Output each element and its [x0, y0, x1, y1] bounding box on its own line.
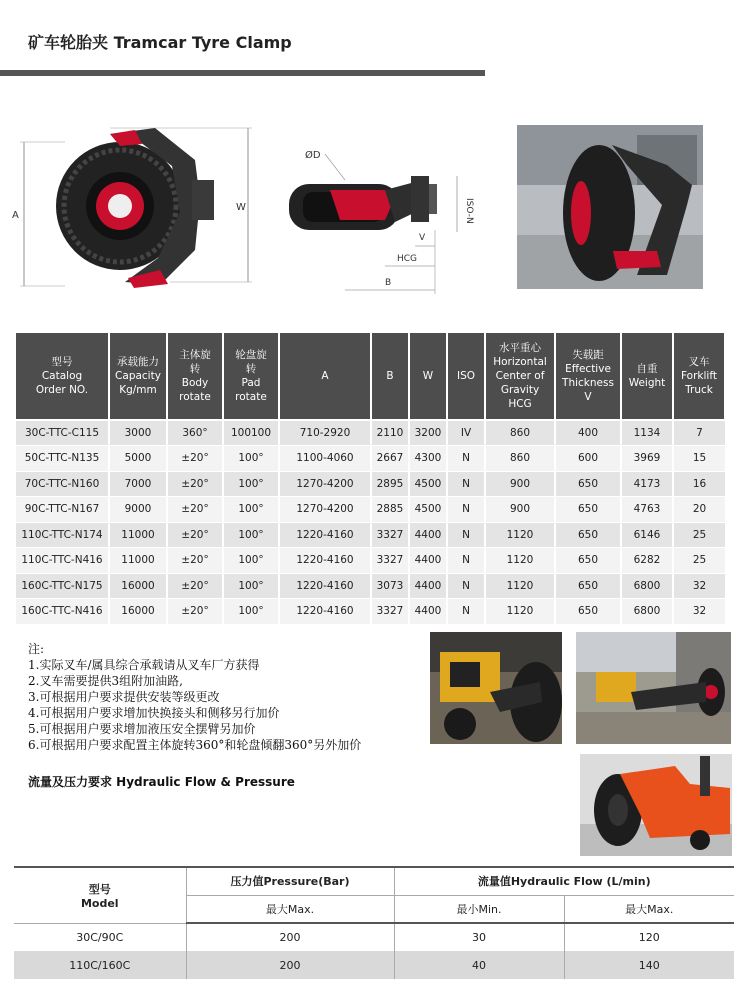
spec-cell: 4500	[409, 497, 447, 523]
table-row	[15, 420, 725, 446]
spec-cell: 3327	[371, 548, 409, 574]
spec-cell: 4300	[409, 446, 447, 472]
spec-cell: N	[447, 522, 485, 548]
dim-d-label: ØD	[305, 150, 321, 161]
hyd-cell: 120	[564, 923, 734, 951]
forklift-photo-3	[580, 754, 732, 856]
spec-cell: 1220-4160	[279, 599, 371, 625]
spec-cell: 3969	[621, 446, 673, 472]
spec-cell: N	[447, 471, 485, 497]
spec-cell: 100°	[223, 471, 279, 497]
spec-cell: ±20°	[167, 497, 223, 523]
hyd-sub-flow-max: 最大Max.	[564, 895, 734, 923]
spec-cell: 9000	[109, 497, 167, 523]
spec-cell: 4400	[409, 548, 447, 574]
spec-cell: IV	[447, 420, 485, 446]
hyd-cell: 140	[564, 951, 734, 979]
front-view-drawing	[10, 120, 260, 300]
spec-cell: 3073	[371, 573, 409, 599]
spec-cell: 1134	[621, 420, 673, 446]
spec-cell: ±20°	[167, 548, 223, 574]
spec-cell: 32	[673, 599, 725, 625]
spec-header-cell: ISO	[447, 332, 485, 420]
spec-cell: 600	[555, 446, 621, 472]
hyd-header-pressure: 压力值Pressure(Bar)	[186, 867, 394, 895]
table-row	[14, 951, 734, 979]
spec-cell: 11000	[109, 522, 167, 548]
hyd-cell: 110C/160C	[14, 951, 186, 979]
spec-cell: 650	[555, 497, 621, 523]
spec-cell: 6282	[621, 548, 673, 574]
spec-header-cell: 主体旋 转 Body rotate	[167, 332, 223, 420]
table-row	[15, 471, 725, 497]
hyd-cell: 200	[186, 951, 394, 979]
spec-cell: 4500	[409, 471, 447, 497]
spec-cell: 2885	[371, 497, 409, 523]
spec-header-cell: B	[371, 332, 409, 420]
hyd-cell: 40	[394, 951, 564, 979]
spec-cell: 7	[673, 420, 725, 446]
spec-header-cell: 自重 Weight	[621, 332, 673, 420]
hyd-cell: 30	[394, 923, 564, 951]
spec-cell: 4400	[409, 522, 447, 548]
spec-cell: 900	[485, 497, 555, 523]
spec-header-cell: W	[409, 332, 447, 420]
spec-cell: ±20°	[167, 446, 223, 472]
spec-cell: 1120	[485, 573, 555, 599]
spec-cell: 3327	[371, 599, 409, 625]
table-row	[15, 573, 725, 599]
dim-w-label: W	[236, 202, 246, 213]
spec-cell: 100°	[223, 599, 279, 625]
spec-header-cell: 水平重心 Horizontal Center of Gravity HCG	[485, 332, 555, 420]
spec-cell: 860	[485, 446, 555, 472]
spec-cell: 20	[673, 497, 725, 523]
spec-cell: 11000	[109, 548, 167, 574]
spec-cell: 70C-TTC-N160	[15, 471, 109, 497]
spec-cell: 1120	[485, 548, 555, 574]
table-row	[14, 923, 734, 951]
hyd-header-model: 型号 Model	[14, 867, 186, 923]
spec-cell: 650	[555, 573, 621, 599]
side-view-drawing	[285, 140, 495, 300]
spec-cell: 650	[555, 471, 621, 497]
spec-cell: ±20°	[167, 599, 223, 625]
spec-cell: ±20°	[167, 471, 223, 497]
forklift-photo-1	[430, 632, 562, 744]
spec-cell: 710-2920	[279, 420, 371, 446]
dim-hcg-label: HCG	[397, 254, 418, 264]
spec-cell: 100100	[223, 420, 279, 446]
spec-cell: 16000	[109, 599, 167, 625]
spec-cell: 4400	[409, 573, 447, 599]
page-title: 矿车轮胎夹 Tramcar Tyre Clamp	[28, 33, 292, 52]
title-rule	[0, 70, 485, 76]
spec-cell: 15	[673, 446, 725, 472]
spec-cell: 100°	[223, 573, 279, 599]
spec-cell: 1270-4200	[279, 497, 371, 523]
spec-cell: 4763	[621, 497, 673, 523]
spec-header-cell: 失载距 Effective Thickness V	[555, 332, 621, 420]
spec-cell: 650	[555, 599, 621, 625]
dim-v-label: V	[419, 233, 426, 243]
spec-cell: ±20°	[167, 573, 223, 599]
spec-cell: 7000	[109, 471, 167, 497]
hyd-sub-pressure-max: 最大Max.	[186, 895, 394, 923]
hyd-sub-flow-min: 最小Min.	[394, 895, 564, 923]
spec-cell: 110C-TTC-N416	[15, 548, 109, 574]
spec-cell: 4400	[409, 599, 447, 625]
spec-cell: 1220-4160	[279, 522, 371, 548]
table-row	[15, 522, 725, 548]
spec-cell: 2895	[371, 471, 409, 497]
spec-cell: 3327	[371, 522, 409, 548]
spec-header-cell: 叉车 Forklift Truck	[673, 332, 725, 420]
spec-cell: N	[447, 497, 485, 523]
dim-iso-label: ISO-N	[464, 198, 474, 224]
hydraulic-table	[14, 866, 734, 979]
spec-cell: 5000	[109, 446, 167, 472]
spec-cell: 30C-TTC-C115	[15, 420, 109, 446]
table-row	[15, 548, 725, 574]
spec-cell: 900	[485, 471, 555, 497]
spec-cell: 1270-4200	[279, 471, 371, 497]
spec-cell: 400	[555, 420, 621, 446]
hyd-cell: 30C/90C	[76, 930, 124, 944]
spec-cell: 160C-TTC-N416	[15, 599, 109, 625]
spec-cell: 3000	[109, 420, 167, 446]
notes-block	[28, 641, 361, 753]
dim-a-label: A	[12, 210, 19, 221]
spec-cell: 100°	[223, 548, 279, 574]
spec-cell: 6146	[621, 522, 673, 548]
spec-header-cell: 轮盘旋 转 Pad rotate	[223, 332, 279, 420]
spec-cell: 2110	[371, 420, 409, 446]
spec-cell: 1220-4160	[279, 548, 371, 574]
spec-cell: 32	[673, 573, 725, 599]
hyd-header-flow: 流量值Hydraulic Flow (L/min)	[394, 867, 734, 895]
spec-cell: 100°	[223, 497, 279, 523]
spec-cell: 650	[555, 522, 621, 548]
spec-cell: N	[447, 599, 485, 625]
spec-cell: 1120	[485, 599, 555, 625]
dim-b-label: B	[385, 278, 392, 288]
hyd-cell: 200	[186, 923, 394, 951]
spec-cell: ±20°	[167, 522, 223, 548]
note-item: 6.可根据用户要求配置主体旋转360°和轮盘倾翻360°另外加价	[28, 738, 362, 752]
spec-cell: 16000	[109, 573, 167, 599]
table-row	[15, 446, 725, 472]
product-render-photo	[517, 125, 703, 289]
spec-cell: 6800	[621, 599, 673, 625]
spec-table	[14, 331, 726, 625]
spec-header-cell: 承载能力 Capacity Kg/mm	[109, 332, 167, 420]
notes-title: 注:	[28, 642, 45, 656]
note-item: 5.可根据用户要求增加液压安全摆臂另加价	[28, 722, 256, 736]
spec-cell: 6800	[621, 573, 673, 599]
spec-cell: 110C-TTC-N174	[15, 522, 109, 548]
forklift-photo-2	[576, 632, 731, 744]
spec-cell: 650	[555, 548, 621, 574]
spec-cell: 16	[673, 471, 725, 497]
note-item: 3.可根据用户要求提供安装等级更改	[28, 690, 220, 704]
table-row	[15, 599, 725, 625]
spec-cell: 3200	[409, 420, 447, 446]
spec-cell: 90C-TTC-N167	[15, 497, 109, 523]
spec-cell: 4173	[621, 471, 673, 497]
spec-cell: 160C-TTC-N175	[15, 573, 109, 599]
spec-cell: 860	[485, 420, 555, 446]
note-item: 4.可根据用户要求增加快换接头和侧移另行加价	[28, 706, 280, 720]
spec-header-cell: 型号 Catalog Order NO.	[15, 332, 109, 420]
spec-cell: N	[447, 548, 485, 574]
spec-cell: 1220-4160	[279, 573, 371, 599]
spec-cell: N	[447, 446, 485, 472]
hydraulic-title: 流量及压力要求 Hydraulic Flow & Pressure	[28, 775, 295, 789]
spec-cell: 1120	[485, 522, 555, 548]
note-item: 1.实际叉车/属具综合承载请从叉车厂方获得	[28, 658, 260, 672]
spec-cell: 25	[673, 522, 725, 548]
spec-cell: 25	[673, 548, 725, 574]
spec-header-cell: A	[279, 332, 371, 420]
spec-cell: 100°	[223, 522, 279, 548]
spec-cell: 2667	[371, 446, 409, 472]
note-item: 2.叉车需要提供3组附加油路,	[28, 674, 183, 688]
spec-cell: 360°	[167, 420, 223, 446]
spec-cell: N	[447, 573, 485, 599]
spec-cell: 50C-TTC-N135	[15, 446, 109, 472]
spec-cell: 1100-4060	[279, 446, 371, 472]
table-row	[15, 497, 725, 523]
spec-cell: 100°	[223, 446, 279, 472]
